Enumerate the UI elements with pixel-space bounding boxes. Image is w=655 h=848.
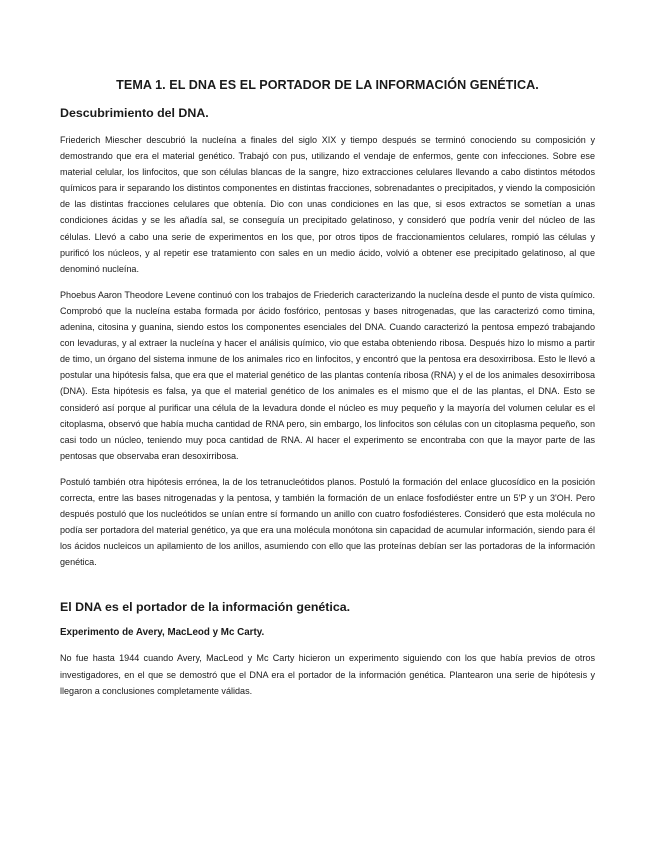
paragraph-tetranucleotidos: Postuló también otra hipótesis errónea, la de los tetranucleótidos planos. Postuló la formación del enlace glucosídico en la posición correcta, entre las bases nitrogenadas y la pentosa, y también la formación de un enlace fosfodiéster entre un 5'P y un 3'OH. Pero después postuló que los nucleótidos se unían entre sí formando un anillo con cuatro fosfodiésteres. Consideró que esta molécula no podía ser portadora del material genético, ya que era una molécula monótona sin capacidad de acumular información, siendo para él los ácidos nucleicos un apilamiento de los anillos, asumiendo con ello que las proteínas debían ser las portadoras de la información genética.	[60, 476, 595, 568]
section-heading-portador: El DNA es el portador de la información genética.	[60, 600, 351, 615]
subsection-heading-avery: Experimento de Avery, MacLeod y Mc Carty.	[60, 627, 265, 639]
paragraph-levene: Phoebus Aaron Theodore Levene continuó con los trabajos de Friederich caracterizando la nucleína desde el punto de vista químico. Comprobó que la nucleína estaba formada por ácido fosfórico, pentosas y bases nitrogenadas, que las caracterizó como timina, adenina, citosina y guanina, siendo estos los componentes esenciales del DNA. Cuando caracterizó la pentosa empezó trabajando con levaduras, y al extraer la nucleína y hacer el análisis químico, vio que estaba obteniendo ribosa. Después hizo lo mismo a partir de timo, un órgano del sistema inmune de los animales rico en linfocitos, y encontró que la pentosa era desoxirribosa. Esto le llevó a postular una hipótesis falsa, que era que el material genético de las plantas contenía ribosa (RNA) y el de los animales desoxirribosa (DNA). Esta hipótesis es falsa, ya que el material genético de los animales es el mismo que el de las plantas, el DNA. Esto se consideró así porque al purificar una célula de la levadura donde el núcleo es muy pequeño y la mayoría del volumen celular es el citoplasma, observó que había mucha cantidad de RNA pero, sin embargo, los linfocitos son células con un citoplasma pequeño, son casi todo un núcleo, teniendo muy poca cantidad de RNA. Al hacer el experimento se encontraba con que la mayor parte de las pentosas que observaba eran desoxirribosa.	[60, 289, 595, 461]
section-heading-descubrimiento: Descubrimiento del DNA.	[60, 106, 209, 120]
document-title: TEMA 1. EL DNA ES EL PORTADOR DE LA INFORMACIÓN GENÉTICA.	[116, 78, 539, 92]
document-page	[60, 78, 595, 709]
paragraph-miescher: Friederich Miescher descubrió la nucleína a finales del siglo XIX y tiempo después se terminó conociendo su composición y demostrando que era el material genético. Trabajó con pus, utilizando el vendaje de enfermos, gente con infecciones. Sobre ese material celular, los linfocitos, que son células blancas de la sangre, hizo extracciones celulares llevando a cabo distintos métodos químicos para ir separando los distintos componentes en distintas fracciones, sobrenadantes o precipitados, y viendo la composición de las distintas fracciones celulares que obtenía. Dio con unas condiciones en las que, si esos extractos se sometían a unas condiciones ácidas y se les añadía sal, se conseguía un precipitado gelatinoso, y consideró que podría venir del núcleo de las células. Llevó a cabo una serie de experimentos en los que, por otros tipos de fraccionamientos celulares, rompió las células y purificó los núcleos, y al repetir ese tratamiento con sales en un medio ácido, volvió a obtener ese precipitado gelatinoso, al que denominó nucleína.	[60, 135, 595, 274]
paragraph-avery: No fue hasta 1944 cuando Avery, MacLeod y Mc Carty hicieron un experimento siguiendo con los que había previos de otros investigadores, en el que se demostró que el DNA era el portador de la información genética. Plantearon una serie de hipótesis y llegaron a conclusiones completamente válidas.	[60, 653, 595, 696]
